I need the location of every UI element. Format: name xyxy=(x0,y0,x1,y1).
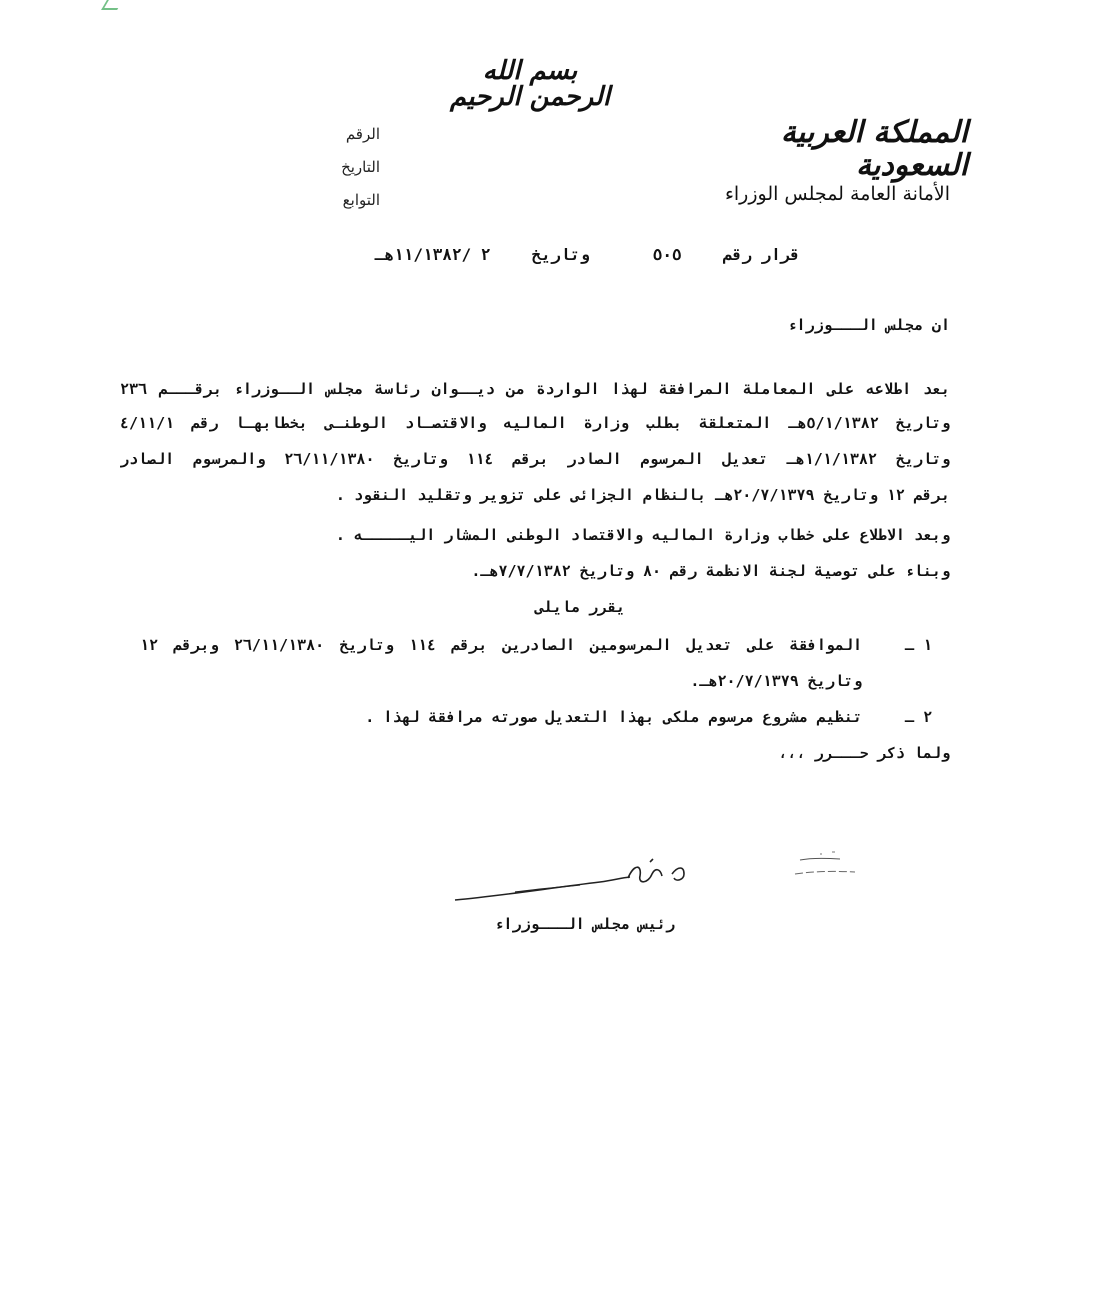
paragraph-line-1: بعد اطلاعه على المعاملة المرافقة لهذا الواردة من ديــوان رئاسة مجلس الــوزراء برقـــم ٢٣٦ xyxy=(120,380,950,398)
handwritten-signature xyxy=(440,848,910,908)
item-1-line-2: وتاريخ ٢٠/٧/١٣٧٩هـ. xyxy=(690,672,862,690)
item-2-line-1: تنظيم مشروع مرسوم ملكى بهذا التعديل صورته مرافقة لهذا . xyxy=(365,708,862,726)
paragraph-line-3: وتاريخ ١/١/١٣٨٢هـ تعديل المرسوم الصادر برقم ١١٤ وتاريخ ٢٦/١١/١٣٨٠ والمرسوم الصادر xyxy=(120,450,950,468)
ref-label-number: الرقم xyxy=(345,125,380,143)
decision-number: ٥٠٥ xyxy=(652,245,682,264)
item-2-number: ٢ ـ xyxy=(905,708,933,726)
paragraph-line-4: برقم ١٢ وتاريخ ٢٠/٧/١٣٧٩هـ بالنظام الجزائى على تزوير وتقليد النقود . xyxy=(335,486,950,504)
kingdom-emblem-text: المملكة العربية السعودية xyxy=(780,115,968,183)
corner-mark xyxy=(101,0,123,10)
decision-line xyxy=(374,245,800,264)
opening-line: ان مجلس الـــوزراء xyxy=(787,316,950,334)
based-on-line: وبناء على توصية لجنة الانظمة رقم ٨٠ وتاريخ ٧/٧/١٣٨٢هـ. xyxy=(471,562,950,580)
signer-title: رئيس مجلس الـــوزراء xyxy=(494,915,675,933)
ref-label-date: التاريخ xyxy=(341,158,380,176)
decision-label: قرار رقم xyxy=(722,245,800,264)
decision-date-label: وتاريخ xyxy=(531,245,590,264)
basmala-heading: بسم الله الرحمن الرحيم xyxy=(449,56,611,112)
secretariat-title: الأمانة العامة لمجلس الوزراء xyxy=(724,183,950,205)
decision-date: ٢ /١١/١٣٨٢هـ xyxy=(374,245,491,264)
after-review-line: وبعد الاطلاع على خطاب وزارة الماليه والاقتصاد الوطنى المشار اليـــــه . xyxy=(335,526,950,544)
resolves-heading: يقرر مايلى xyxy=(534,598,626,616)
reference-labels xyxy=(300,125,380,224)
item-1-line-1: الموافقة على تعديل المرسومين الصادرين برقم ١١٤ وتاريخ ٢٦/١١/١٣٨٠ وبرقم ١٢ xyxy=(140,636,862,654)
closing-line: ولما ذكر حـــرر ،،، xyxy=(778,744,950,762)
paragraph-line-2: وتاريخ ٥/١/١٣٨٢هـ المتعلقة بطلب وزارة الماليه والاقتصـاد الوطنـى بخطابهـا رقم ٤/١١/١ xyxy=(120,414,950,432)
item-1-number: ١ ـ xyxy=(905,636,933,654)
ref-label-attachments: التوابع xyxy=(342,191,380,209)
